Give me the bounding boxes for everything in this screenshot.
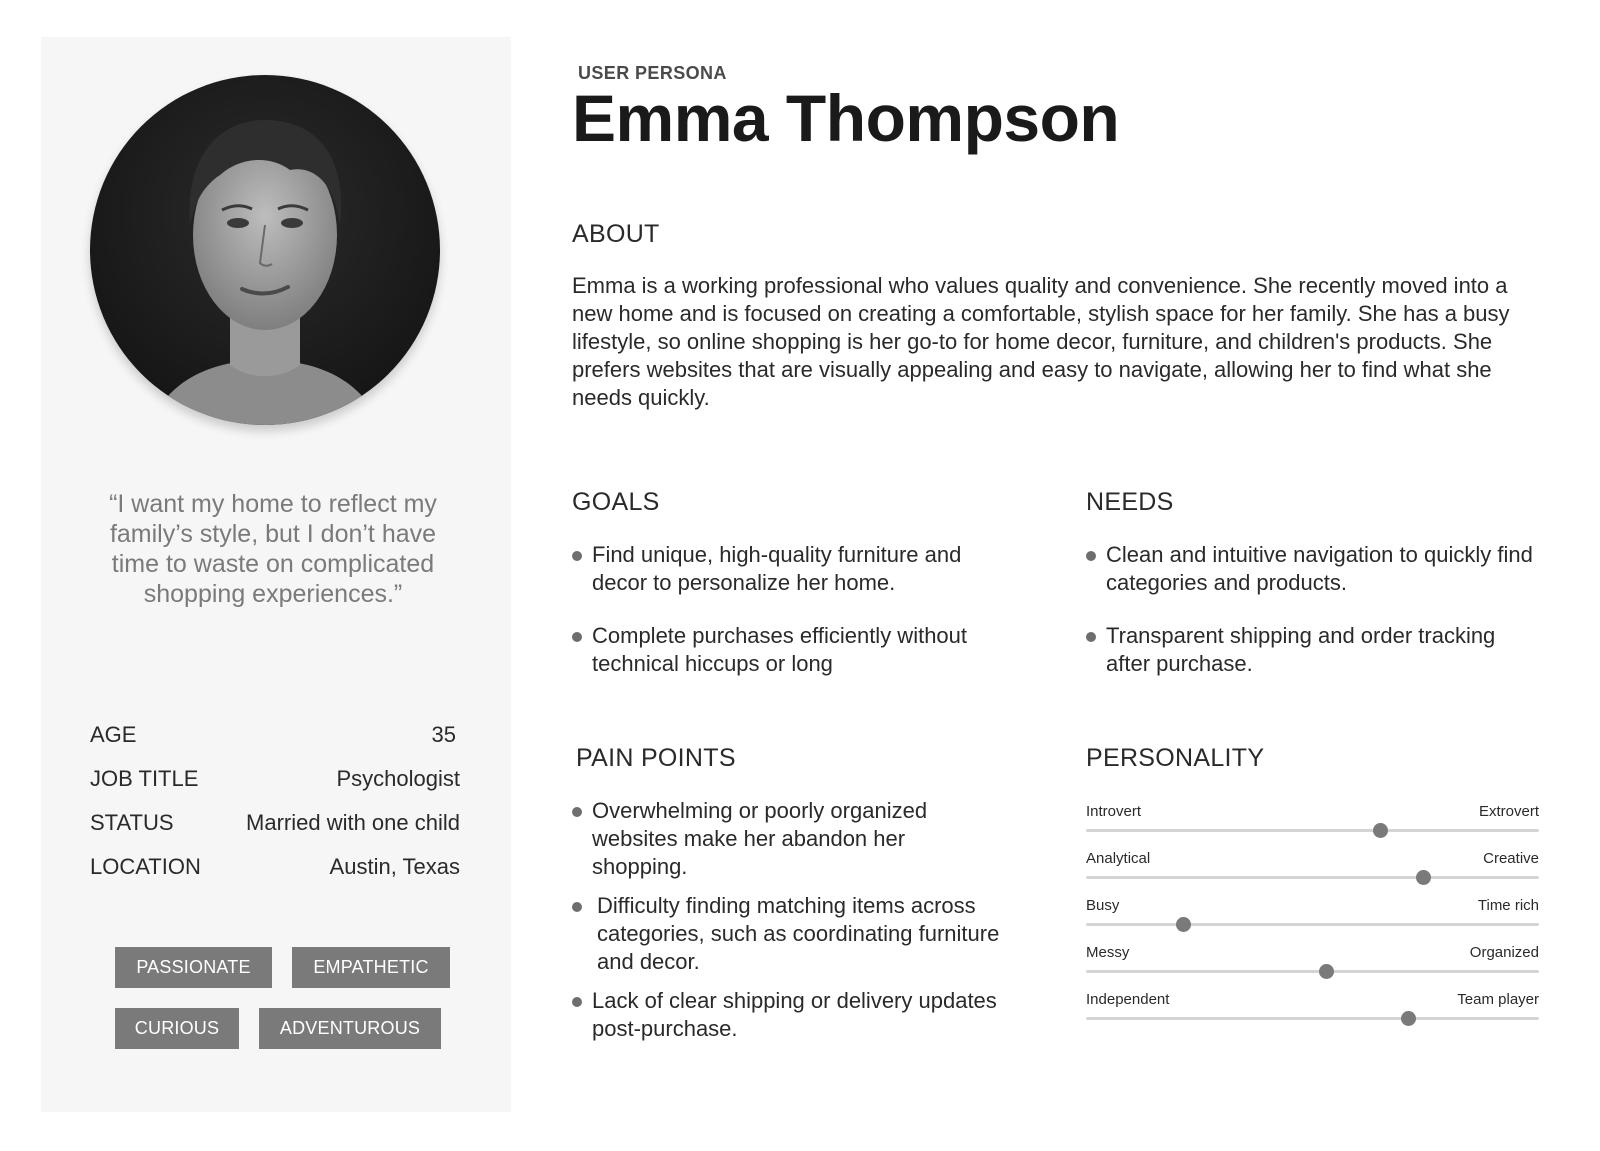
needs-title: NEEDS	[1086, 488, 1174, 516]
trait-right-label: Organized	[1469, 944, 1539, 961]
info-value: Psychologist	[336, 766, 460, 791]
persona-name: Emma Thompson	[572, 81, 1120, 155]
tag-curious: CURIOUS	[115, 1008, 239, 1049]
info-row-location	[90, 854, 460, 898]
trait-right-label: Extrovert	[1478, 803, 1539, 820]
bullet-icon	[572, 632, 582, 642]
trait-left-label: Independent	[1086, 991, 1170, 1008]
tag-empathetic: EMPATHETIC	[292, 947, 450, 988]
bullet-icon	[1086, 632, 1096, 642]
trait-left-label: Messy	[1086, 944, 1130, 961]
info-value: 35	[431, 722, 456, 747]
goals-title: GOALS	[572, 488, 660, 516]
portrait-image	[90, 75, 440, 425]
slider-knob	[1176, 917, 1191, 932]
pain-points-title: PAIN POINTS	[576, 744, 736, 772]
info-value: Married with one child	[246, 810, 460, 835]
trait-left-label: Introvert	[1086, 803, 1142, 820]
trait-slider-introvert-extrovert	[1086, 803, 1539, 850]
slider-track	[1086, 970, 1539, 973]
need-item: Transparent shipping and order tracking after purchase.	[1086, 622, 1536, 678]
slider-track	[1086, 876, 1539, 879]
personality-title: PERSONALITY	[1086, 744, 1265, 772]
slider-knob	[1319, 964, 1334, 979]
pain-point-item: Lack of clear shipping or delivery updates post-purchase.	[572, 987, 1002, 1043]
need-item: Clean and intuitive navigation to quickly find categories and products.	[1086, 541, 1536, 597]
slider-track	[1086, 1017, 1539, 1020]
persona-info	[90, 722, 460, 898]
tag-passionate: PASSIONATE	[115, 947, 272, 988]
slider-track	[1086, 923, 1539, 926]
info-label: JOB TITLE	[90, 766, 199, 791]
info-label: AGE	[90, 722, 137, 747]
persona-quote: “I want my home to reflect my family’s style, but I don’t have time to waste on complicated shopping experiences.”	[109, 490, 437, 608]
trait-left-label: Busy	[1086, 897, 1120, 914]
slider-knob	[1373, 823, 1388, 838]
trait-slider-busy-time-rich	[1086, 897, 1539, 944]
trait-right-label: Team player	[1457, 991, 1539, 1008]
trait-slider-independent-team-player	[1086, 991, 1539, 1038]
goal-item: Complete purchases efficiently without technical hiccups or long	[572, 622, 1012, 678]
trait-right-label: Creative	[1483, 850, 1539, 867]
persona-kicker: USER PERSONA	[578, 63, 727, 83]
slider-knob	[1401, 1011, 1416, 1026]
avatar	[90, 75, 440, 425]
slider-knob	[1416, 870, 1431, 885]
bullet-icon	[1086, 551, 1096, 561]
info-label: STATUS	[90, 810, 174, 835]
pain-point-item: Overwhelming or poorly organized websites make her abandon her shopping.	[572, 797, 1002, 881]
pain-point-item: Difficulty finding matching items across categories, such as coordinating furniture and decor.	[572, 892, 1002, 976]
about-title: ABOUT	[572, 220, 660, 248]
trait-right-label: Time rich	[1477, 897, 1539, 914]
info-label: LOCATION	[90, 854, 201, 879]
trait-left-label: Analytical	[1086, 850, 1151, 867]
slider-track	[1086, 829, 1539, 832]
info-value: Austin, Texas	[329, 854, 460, 879]
trait-slider-messy-organized	[1086, 944, 1539, 991]
tag-adventurous: ADVENTUROUS	[259, 1008, 441, 1049]
bullet-icon	[572, 997, 582, 1007]
bullet-icon	[572, 551, 582, 561]
info-row-status	[90, 810, 460, 854]
about-text: Emma is a working professional who values quality and convenience. She recently moved into a new home and is focused on creating a comfortable, stylish space for her family. She has a busy lifestyle, so online shopping is her go-to for home decor, furniture, and children's products. She prefers websites that are visually appealing and easy to navigate, allowing her to find what she needs quickly.	[572, 273, 1510, 410]
bullet-icon	[572, 807, 582, 817]
info-row-job-title	[90, 766, 460, 810]
needs-list	[1086, 541, 1536, 678]
personality-sliders	[1086, 803, 1539, 1038]
trait-slider-analytical-creative	[1086, 850, 1539, 897]
goal-item: Find unique, high-quality furniture and decor to personalize her home.	[572, 541, 1012, 597]
persona-sidebar	[41, 37, 511, 1112]
info-row-age	[90, 722, 460, 766]
bullet-icon	[572, 902, 582, 912]
goals-list	[572, 541, 1012, 678]
pain-points-list	[572, 797, 1002, 1043]
